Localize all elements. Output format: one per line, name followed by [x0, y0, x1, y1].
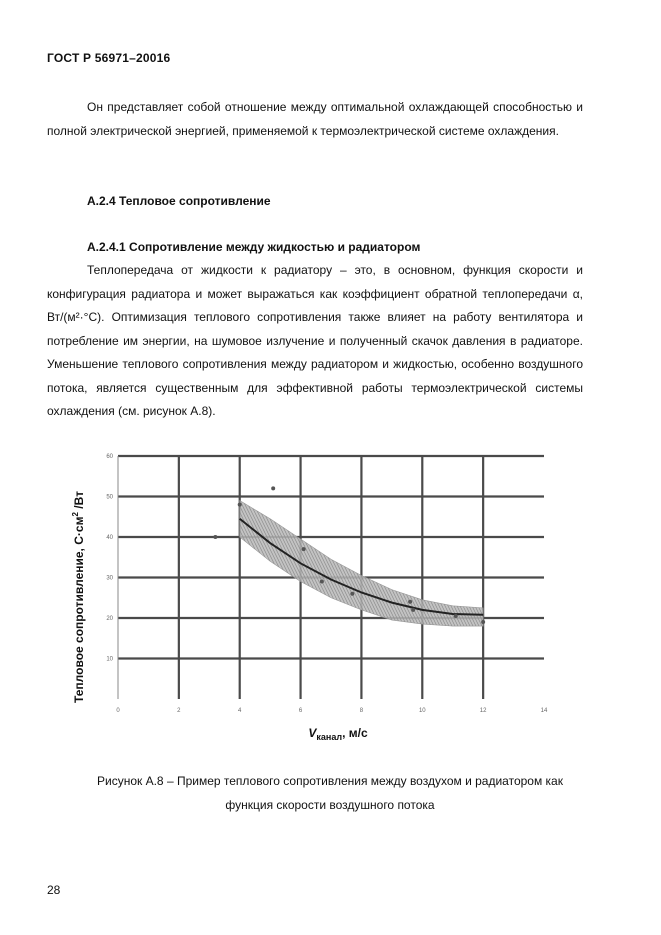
x-tick-label: 12 [479, 708, 487, 714]
data-point [454, 614, 458, 618]
y-tick-label: 60 [106, 454, 113, 460]
section-heading-a241: А.2.4.1 Сопротивление между жидкостью и радиатором [87, 240, 421, 254]
x-tick-label: 6 [298, 708, 303, 714]
hatch-line [551, 456, 558, 699]
data-point [411, 608, 415, 612]
hatch-line [548, 456, 558, 699]
x-tick-label: 0 [116, 708, 120, 714]
page-number: 28 [47, 883, 61, 897]
figure-caption-line1: Рисунок А.8 – Пример теплового сопротивления между воздухом и радиатором как [97, 774, 563, 788]
x-tick-label: 10 [418, 708, 426, 714]
section-a241-paragraph-text: Теплопередача от жидкости к радиатору – это, в основном, функция скорости и конфигурация радиатора и может выражаться как коэффициент обратной теплопередачи α, Вт/(м²·°С). Оптимизация теплового сопротивления также влияет на работу вентилятора и потребление им энергии, на шумовое излучение и полученный скачок давления в радиаторе. Уменьшение теплового сопротивления между радиатором и жидкостью, особенно воздушного потока, является существенным для эффективной работы термоэлектрической системы охлаждения (см. рисунок А.8). [47, 263, 583, 418]
hatch-line [545, 456, 558, 699]
data-point [271, 486, 275, 490]
document-header: ГОСТ Р 56971–20016 [47, 51, 171, 65]
y-tick-label: 30 [106, 575, 113, 582]
intro-paragraph-text: Он представляет собой отношение между оптимальной охлаждающей способностью и полной электрической энергией, применяемой к термоэлектрической системе охлаждения. [47, 100, 583, 138]
data-point [481, 620, 485, 624]
y-tick-label: 10 [106, 656, 113, 663]
data-point [213, 535, 217, 539]
hatch-line [68, 456, 71, 699]
hatch-line [557, 456, 558, 699]
data-point [408, 600, 412, 604]
hatch-line [554, 456, 558, 699]
x-tick-label: 8 [359, 708, 364, 714]
figure-caption-line2: функция скорости воздушного потока [225, 798, 435, 812]
x-tick-label: 4 [238, 708, 242, 714]
intro-paragraph [47, 96, 583, 143]
section-heading-a24: А.2.4 Тепловое сопротивление [87, 194, 271, 208]
data-point [238, 503, 242, 507]
data-point [320, 580, 324, 584]
data-point [350, 592, 354, 596]
y-tick-label: 50 [106, 494, 113, 501]
hatch-line [542, 456, 558, 699]
chart-svg [68, 446, 558, 746]
figure-a8-chart [68, 446, 558, 746]
y-axis-label: Тепловое сопротивление, $С\cdot см^2$ /Вт [71, 491, 86, 703]
y-tick-label: 20 [106, 616, 113, 622]
y-tick-label: 40 [106, 535, 113, 541]
x-axis-label: $V_{канал}$, м/с [308, 726, 368, 742]
x-tick-label: 14 [540, 708, 548, 714]
data-point [302, 547, 306, 551]
section-a241-paragraph [47, 259, 583, 424]
x-tick-label: 2 [177, 708, 181, 714]
